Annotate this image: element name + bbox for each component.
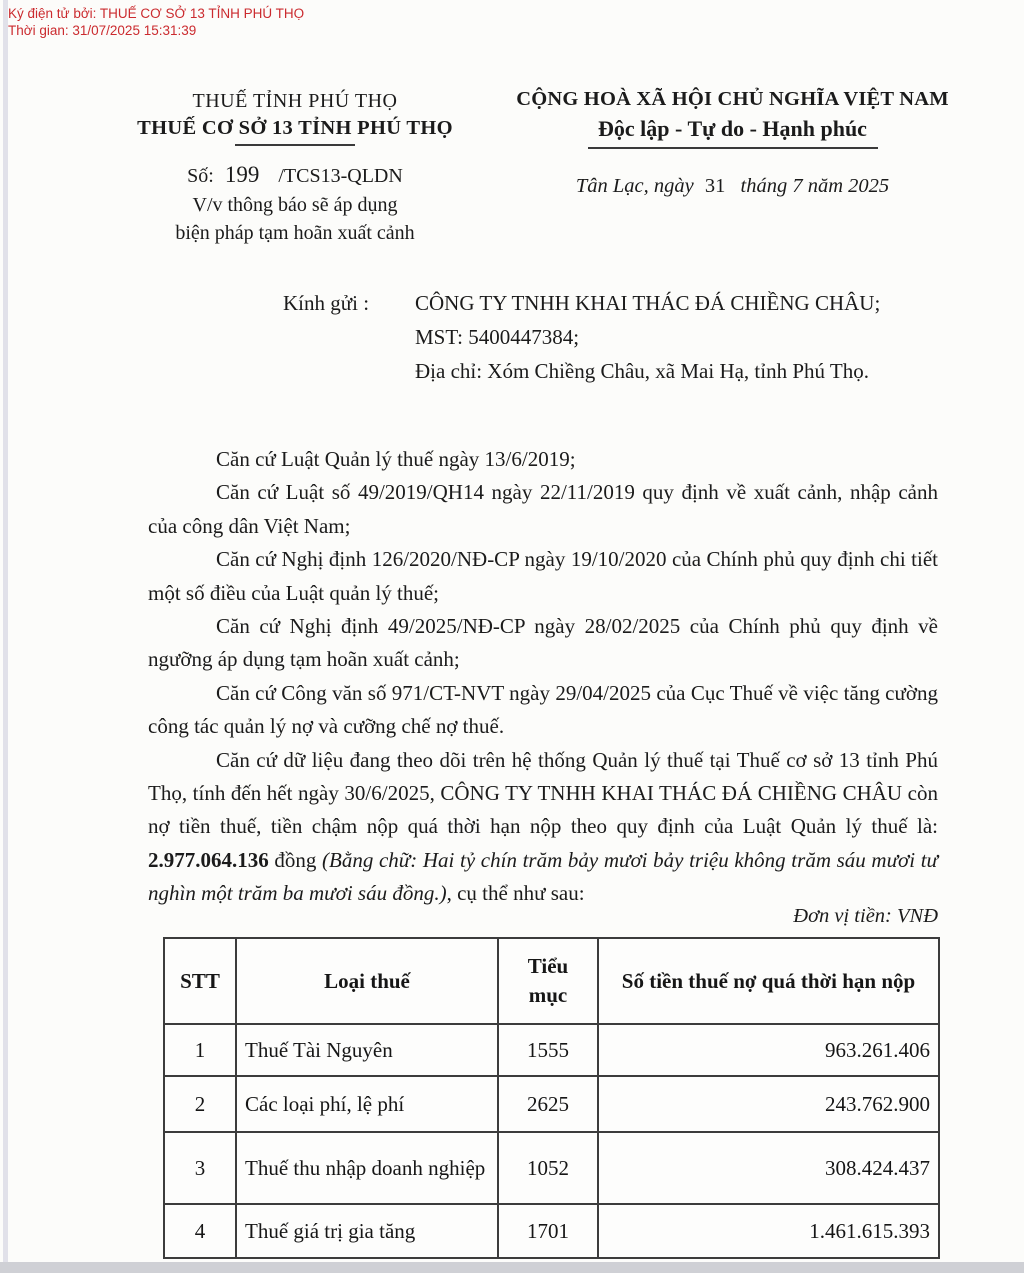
recipient-address: Địa chỉ: Xóm Chiềng Châu, xã Mai Hạ, tỉnh Phú Thọ. bbox=[415, 359, 869, 383]
table-row bbox=[164, 1204, 939, 1258]
table-row bbox=[164, 1132, 939, 1204]
cell-tax-type: Các loại phí, lệ phí bbox=[236, 1076, 498, 1132]
cell-tax-type: Thuế Tài Nguyên bbox=[236, 1024, 498, 1076]
cell-stt: 2 bbox=[164, 1076, 236, 1132]
recipient-salutation-row bbox=[283, 286, 880, 320]
national-motto: Độc lập - Tự do - Hạnh phúc bbox=[598, 116, 867, 141]
subject-line-2: biện pháp tạm hoãn xuất cảnh bbox=[175, 222, 415, 244]
doc-number-value: 199 bbox=[224, 162, 260, 187]
doc-number-label: Số: bbox=[187, 165, 214, 187]
recipient-block bbox=[283, 286, 880, 388]
date-suffix: tháng 7 năm 2025 bbox=[740, 175, 890, 197]
cell-tax-type: Thuế giá trị gia tăng bbox=[236, 1204, 498, 1258]
cell-tax-type: Thuế thu nhập doanh nghiệp bbox=[236, 1132, 498, 1204]
cell-amount: 243.762.900 bbox=[598, 1076, 939, 1132]
debt-amount-in-words: (Bằng chữ: Hai tỷ chín trăm bảy mươi bảy triệu không trăm sáu mươi tư nghìn một trăm ba mươi sáu đồng.) bbox=[148, 847, 938, 906]
debt-text-lead: Căn cứ dữ liệu đang theo dõi trên hệ thống Quản lý thuế tại Thuế cơ sở 13 tỉnh Phú Thọ, tính đến hết ngày 30/6/2025, CÔNG TY TNHH KHAI THÁC ĐÁ CHIỀNG CHÂU còn nợ tiền thuế, tiền chậm nộp quá thời hạn nộp theo quy định của Luật Quản lý thuế là: bbox=[148, 747, 938, 839]
legal-basis-paragraph: Căn cứ Công văn số 971/CT-NVT ngày 29/04/2025 của Cục Thuế về việc tăng cường công tác quản lý nợ và cưỡng chế nợ thuế. bbox=[148, 680, 938, 739]
motto-underline bbox=[588, 147, 878, 149]
legal-basis-paragraph: Căn cứ Luật Quản lý thuế ngày 13/6/2019; bbox=[216, 447, 576, 471]
cell-amount: 963.261.406 bbox=[598, 1024, 939, 1076]
legal-basis-paragraph: Căn cứ Nghị định 49/2025/NĐ-CP ngày 28/02/2025 của Chính phủ quy định về ngưỡng áp dụng tạm hoãn xuất cảnh; bbox=[148, 614, 938, 672]
debt-amount: 2.977.064.136 bbox=[148, 847, 269, 872]
cell-sub-item: 2625 bbox=[498, 1076, 598, 1132]
signature-timestamp: Thời gian: 31/07/2025 15:31:39 bbox=[8, 22, 197, 38]
document-body bbox=[148, 443, 938, 911]
legal-basis-paragraph: Căn cứ Nghị định 126/2020/NĐ-CP ngày 19/10/2020 của Chính phủ quy định chi tiết một số điều của Luật quản lý thuế; bbox=[148, 547, 938, 605]
subject-line-1: V/v thông báo sẽ áp dụng bbox=[192, 194, 398, 216]
debt-summary-paragraph bbox=[148, 744, 938, 911]
cell-sub-item: 1052 bbox=[498, 1132, 598, 1204]
agency-name: THUẾ CƠ SỞ 13 TỈNH PHÚ THỌ bbox=[137, 117, 453, 139]
date-day: 31 bbox=[704, 175, 726, 197]
debt-text-tail: , cụ thể như sau: bbox=[446, 881, 585, 906]
scan-edge-bottom bbox=[0, 1262, 1024, 1273]
agency-parent-name: THUẾ TỈNH PHÚ THỌ bbox=[192, 90, 398, 112]
cell-stt: 3 bbox=[164, 1132, 236, 1204]
legal-basis-paragraph: Căn cứ Luật số 49/2019/QH14 ngày 22/11/2019 quy định về xuất cảnh, nhập cảnh của công dân Việt Nam; bbox=[148, 480, 938, 538]
digital-signature-stamp bbox=[8, 6, 304, 39]
table-row bbox=[164, 1024, 939, 1076]
cell-sub-item: 1555 bbox=[498, 1024, 598, 1076]
cell-stt: 4 bbox=[164, 1204, 236, 1258]
national-title: CỘNG HOÀ XÃ HỘI CHỦ NGHĨA VIỆT NAM bbox=[516, 88, 949, 110]
doc-number-suffix: /TCS13-QLDN bbox=[278, 165, 403, 187]
agency-underline bbox=[235, 144, 355, 146]
header-overdue-amount: Số tiền thuế nợ quá thời hạn nộp bbox=[598, 938, 939, 1024]
header-tax-type: Loại thuế bbox=[236, 938, 498, 1024]
salutation-label: Kính gửi : bbox=[283, 291, 370, 315]
signature-signer: Ký điện tử bởi: THUẾ CƠ SỞ 13 TỈNH PHÚ THỌ bbox=[8, 6, 305, 21]
header-sub-item: Tiểu mục bbox=[498, 938, 598, 1024]
cell-stt: 1 bbox=[164, 1024, 236, 1076]
cell-sub-item: 1701 bbox=[498, 1204, 598, 1258]
currency-unit-note: Đơn vị tiền: VNĐ bbox=[793, 905, 938, 927]
table-header-row bbox=[164, 938, 939, 1024]
letterhead-issuing-agency bbox=[100, 90, 490, 247]
document-number-line bbox=[100, 162, 490, 188]
recipient-company-name: CÔNG TY TNHH KHAI THÁC ĐÁ CHIỀNG CHÂU; bbox=[415, 291, 881, 315]
place-and-date-line bbox=[495, 175, 970, 198]
debt-currency-word: đồng bbox=[268, 847, 323, 872]
cell-amount: 1.461.615.393 bbox=[598, 1204, 939, 1258]
table-row bbox=[164, 1076, 939, 1132]
header-stt: STT bbox=[164, 938, 236, 1024]
tax-debt-table bbox=[163, 937, 940, 1259]
recipient-tax-id: MST: 5400447384; bbox=[415, 325, 580, 349]
letterhead-national-motto bbox=[495, 88, 970, 198]
document-subject bbox=[100, 191, 490, 247]
cell-amount: 308.424.437 bbox=[598, 1132, 939, 1204]
date-place-prefix: Tân Lạc, ngày bbox=[575, 175, 694, 197]
scan-edge-left bbox=[3, 0, 8, 1273]
